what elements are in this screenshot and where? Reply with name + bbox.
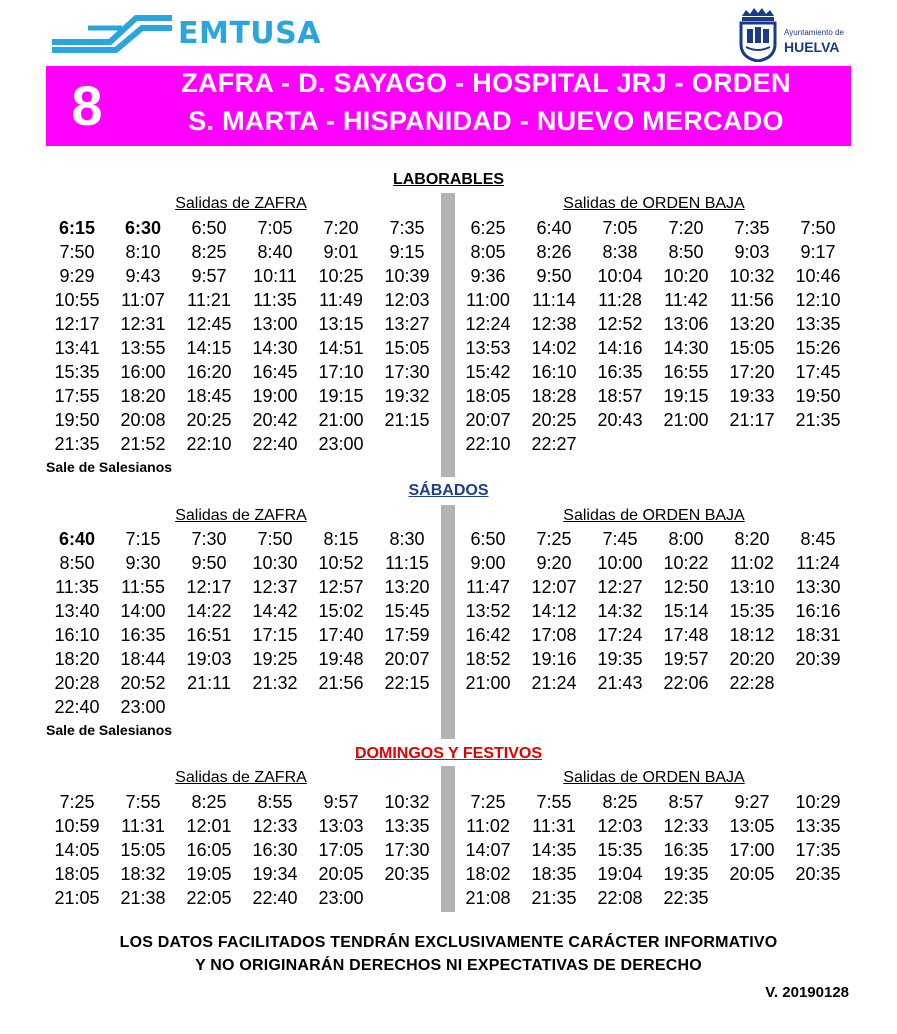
departure-time: 7:35 — [389, 218, 425, 238]
departure-time: 20:05 — [318, 864, 364, 884]
departure-time: 22:10 — [186, 434, 232, 454]
departure-time: 13:20 — [384, 577, 430, 597]
departure-time: 7:55 — [125, 792, 161, 812]
departure-time: 19:05 — [186, 864, 232, 884]
departure-time: 11:42 — [664, 290, 708, 310]
departure-time: 9:36 — [470, 266, 506, 286]
departure-time: 21:35 — [795, 410, 841, 430]
departure-time: 22:27 — [531, 434, 577, 454]
departure-time: 21:35 — [54, 434, 100, 454]
departure-time: 7:20 — [668, 218, 704, 238]
departure-time: 6:15 — [58, 218, 96, 238]
departure-time: 20:43 — [597, 410, 643, 430]
departure-time: 17:10 — [318, 362, 364, 382]
departure-time: 17:05 — [318, 840, 364, 860]
departure-time: 18:20 — [120, 386, 166, 406]
departure-time: 21:56 — [318, 673, 364, 693]
disclaimer-line-2: Y NO ORIGINARÁN DERECHOS NI EXPECTATIVAS DE DERECHO — [195, 957, 702, 974]
departure-time: 14:12 — [531, 601, 577, 621]
departure-time: 21:15 — [384, 410, 430, 430]
departure-time: 12:38 — [531, 314, 577, 334]
departure-time: 17:55 — [54, 386, 100, 406]
sabados-divider — [441, 505, 455, 739]
departure-time: 21:08 — [465, 888, 511, 908]
departure-time: 19:16 — [531, 649, 577, 669]
departure-time: 8:55 — [257, 792, 293, 812]
departure-time: 16:42 — [465, 625, 511, 645]
departure-time: 18:05 — [465, 386, 511, 406]
departure-time: 6:50 — [470, 529, 506, 549]
departure-time: 20:28 — [54, 673, 100, 693]
departure-time: 19:50 — [795, 386, 841, 406]
departure-time: 14:51 — [318, 338, 364, 358]
departure-time: 16:00 — [120, 362, 166, 382]
departure-time: 19:33 — [729, 386, 775, 406]
departure-time: 12:17 — [54, 314, 100, 334]
departure-time: 21:11 — [187, 673, 231, 693]
departure-time: 20:35 — [384, 864, 430, 884]
departure-time: 7:45 — [602, 529, 638, 549]
sabados-note: Sale de Salesianos — [46, 722, 173, 738]
departure-time: 10:29 — [795, 792, 841, 812]
departure-time: 15:45 — [384, 601, 430, 621]
departure-time: 9:57 — [323, 792, 359, 812]
departure-time: 11:00 — [466, 290, 510, 310]
departure-time: 10:04 — [597, 266, 643, 286]
huelva-label: HUELVA — [784, 39, 840, 55]
departure-time: 15:05 — [384, 338, 430, 358]
departure-time: 22:08 — [597, 888, 643, 908]
departure-time: 9:01 — [323, 242, 359, 262]
departure-time: 10:55 — [54, 290, 100, 310]
route-banner — [46, 66, 851, 146]
departure-time: 8:50 — [668, 242, 704, 262]
departure-time: 21:00 — [465, 673, 511, 693]
departure-time: 20:05 — [729, 864, 775, 884]
emtusa-brand-text: EMTUSA — [178, 16, 321, 51]
departure-time: 13:30 — [795, 577, 841, 597]
departure-time: 22:35 — [663, 888, 709, 908]
departure-time: 13:20 — [729, 314, 775, 334]
departure-time: 7:25 — [59, 792, 95, 812]
sabados-orden-times — [455, 527, 851, 695]
huelva-logo — [736, 6, 856, 62]
departure-time: 8:25 — [191, 792, 227, 812]
departure-time: 16:16 — [795, 601, 841, 621]
departure-time: 11:21 — [187, 290, 231, 310]
departure-time: 9:27 — [734, 792, 770, 812]
departure-time: 7:15 — [125, 529, 161, 549]
departure-time: 15:35 — [54, 362, 100, 382]
departure-time: 12:37 — [252, 577, 298, 597]
departure-time: 8:15 — [323, 529, 359, 549]
laborables-orden-times — [455, 216, 851, 456]
sabados-zafra-times — [44, 527, 440, 719]
laborables-note: Sale de Salesianos — [46, 459, 173, 475]
departure-time: 16:51 — [186, 625, 232, 645]
departure-time: 14:05 — [54, 840, 100, 860]
departure-time: 20:39 — [795, 649, 841, 669]
departure-time: 11:07 — [121, 290, 165, 310]
departure-time: 14:42 — [252, 601, 298, 621]
departure-time: 10:46 — [795, 266, 841, 286]
departure-time: 22:15 — [384, 673, 430, 693]
departure-time: 8:30 — [389, 529, 425, 549]
departure-time: 7:50 — [257, 529, 293, 549]
departure-time: 19:15 — [318, 386, 364, 406]
departure-time: 18:31 — [795, 625, 841, 645]
departure-time: 10:59 — [54, 816, 100, 836]
section-title-sabados: SÁBADOS — [408, 482, 489, 499]
departure-time: 16:45 — [252, 362, 298, 382]
departure-time: 17:15 — [252, 625, 298, 645]
departure-time: 7:05 — [602, 218, 638, 238]
departure-time: 8:26 — [536, 242, 572, 262]
departure-time: 18:32 — [120, 864, 166, 884]
departure-time: 19:32 — [384, 386, 430, 406]
departure-time: 15:35 — [597, 840, 643, 860]
departure-time: 9:50 — [536, 266, 572, 286]
departure-time: 13:06 — [663, 314, 709, 334]
departure-time: 19:04 — [597, 864, 643, 884]
departure-time: 21:32 — [252, 673, 298, 693]
emtusa-logo — [50, 12, 370, 56]
departure-time: 22:40 — [252, 888, 298, 908]
departure-time: 18:44 — [120, 649, 166, 669]
departure-time: 22:06 — [663, 673, 709, 693]
departure-time: 21:35 — [531, 888, 577, 908]
departure-time: 16:05 — [186, 840, 232, 860]
departure-time: 20:52 — [120, 673, 166, 693]
departure-time: 12:33 — [663, 816, 709, 836]
departure-time: 11:35 — [55, 577, 99, 597]
departure-time: 15:05 — [729, 338, 775, 358]
departure-time: 20:35 — [795, 864, 841, 884]
route-stops-line-2: S. MARTA - HISPANIDAD - NUEVO MERCADO — [188, 106, 784, 136]
departure-time: 23:00 — [120, 697, 166, 717]
departure-time: 11:14 — [532, 290, 576, 310]
departure-time: 9:57 — [191, 266, 227, 286]
departure-time: 20:20 — [729, 649, 775, 669]
departure-time: 14:22 — [186, 601, 232, 621]
huelva-coat-of-arms-icon — [736, 6, 780, 62]
departure-time: 8:10 — [125, 242, 161, 262]
departure-time: 20:07 — [384, 649, 430, 669]
departure-time: 14:02 — [531, 338, 577, 358]
departure-time: 12:03 — [384, 290, 430, 310]
departure-time: 13:53 — [465, 338, 511, 358]
departure-time: 7:05 — [257, 218, 293, 238]
departure-time: 18:35 — [531, 864, 577, 884]
departure-time: 18:28 — [531, 386, 577, 406]
departure-time: 7:55 — [536, 792, 572, 812]
departure-time: 21:38 — [120, 888, 166, 908]
departure-time: 9:00 — [470, 553, 506, 573]
departure-time: 21:17 — [729, 410, 775, 430]
departure-time: 12:50 — [663, 577, 709, 597]
departure-time: 17:45 — [795, 362, 841, 382]
departure-time: 19:48 — [318, 649, 364, 669]
departure-time: 22:10 — [465, 434, 511, 454]
departure-time: 19:35 — [597, 649, 643, 669]
departure-time: 12:10 — [795, 290, 841, 310]
departure-time: 12:01 — [186, 816, 232, 836]
departure-time: 16:10 — [54, 625, 100, 645]
departure-time: 18:12 — [729, 625, 775, 645]
departure-time: 16:10 — [531, 362, 577, 382]
departure-time: 20:08 — [120, 410, 166, 430]
departure-time: 14:30 — [663, 338, 709, 358]
departure-time: 16:30 — [252, 840, 298, 860]
departure-time: 19:34 — [252, 864, 298, 884]
departure-time: 13:40 — [54, 601, 100, 621]
departure-time: 13:10 — [729, 577, 775, 597]
departure-time: 10:52 — [318, 553, 364, 573]
departure-time: 17:48 — [663, 625, 709, 645]
departure-time: 12:17 — [186, 577, 232, 597]
disclaimer-line-1: LOS DATOS FACILITADOS TENDRÁN EXCLUSIVAMENTE CARÁCTER INFORMATIVO — [119, 934, 778, 951]
departure-time: 17:30 — [384, 362, 430, 382]
departure-time: 18:45 — [186, 386, 232, 406]
departure-time: 14:00 — [120, 601, 166, 621]
line-number: 8 — [71, 74, 103, 137]
departure-time: 6:50 — [191, 218, 227, 238]
departure-time: 10:00 — [597, 553, 643, 573]
departure-time: 12:33 — [252, 816, 298, 836]
departure-time: 9:20 — [536, 553, 572, 573]
departure-time: 11:15 — [385, 553, 429, 573]
departure-time: 23:00 — [318, 434, 364, 454]
departure-time: 9:17 — [800, 242, 836, 262]
departure-time: 17:20 — [729, 362, 775, 382]
departure-time: 13:00 — [252, 314, 298, 334]
departure-time: 13:35 — [384, 816, 430, 836]
departure-time: 10:32 — [384, 792, 430, 812]
departure-time: 19:35 — [663, 864, 709, 884]
departure-time: 21:52 — [120, 434, 166, 454]
departure-time: 7:50 — [59, 242, 95, 262]
departure-time: 22:05 — [186, 888, 232, 908]
departure-time: 9:03 — [734, 242, 770, 262]
departure-time: 19:03 — [186, 649, 232, 669]
section-title-laborables: LABORABLES — [392, 171, 505, 188]
departure-time: 20:07 — [465, 410, 511, 430]
departure-time: 10:22 — [663, 553, 709, 573]
departure-time: 17:08 — [531, 625, 577, 645]
departure-time: 19:57 — [663, 649, 709, 669]
departure-time: 8:50 — [59, 553, 95, 573]
departure-time: 12:52 — [597, 314, 643, 334]
laborables-zafra-times — [44, 216, 440, 456]
departure-time: 14:16 — [597, 338, 643, 358]
departure-time: 8:57 — [668, 792, 704, 812]
departure-time: 20:25 — [531, 410, 577, 430]
departure-time: 12:07 — [531, 577, 577, 597]
departure-time: 18:52 — [465, 649, 511, 669]
departure-time: 15:35 — [729, 601, 775, 621]
departure-time: 11:28 — [598, 290, 642, 310]
departure-time: 18:20 — [54, 649, 100, 669]
departure-time: 12:03 — [597, 816, 643, 836]
laborables-divider — [441, 193, 455, 477]
laborables-zafra-label: Salidas de ZAFRA — [175, 195, 307, 212]
departure-time: 21:00 — [663, 410, 709, 430]
departure-time: 17:24 — [597, 625, 643, 645]
departure-time: 8:38 — [602, 242, 638, 262]
departure-time: 6:25 — [470, 218, 506, 238]
departure-time: 16:20 — [186, 362, 232, 382]
departure-time: 6:40 — [58, 529, 96, 549]
domingos-zafra-label: Salidas de ZAFRA — [175, 769, 307, 786]
departure-time: 12:57 — [318, 577, 364, 597]
departure-time: 21:43 — [597, 673, 643, 693]
departure-time: 19:25 — [252, 649, 298, 669]
departure-time: 8:20 — [734, 529, 770, 549]
section-title-domingos: DOMINGOS Y FESTIVOS — [355, 745, 542, 762]
departure-time: 14:07 — [465, 840, 511, 860]
departure-time: 9:15 — [389, 242, 425, 262]
emtusa-swoosh-icon — [50, 12, 175, 56]
departure-time: 8:25 — [602, 792, 638, 812]
departure-time: 11:55 — [121, 577, 165, 597]
departure-time: 6:30 — [124, 218, 162, 238]
departure-time: 11:47 — [466, 577, 510, 597]
departure-time: 15:05 — [120, 840, 166, 860]
departure-time: 13:35 — [795, 816, 841, 836]
departure-time: 7:30 — [191, 529, 227, 549]
departure-time: 11:35 — [253, 290, 297, 310]
departure-time: 13:27 — [384, 314, 430, 334]
departure-time: 9:30 — [125, 553, 161, 573]
departure-time: 9:29 — [59, 266, 95, 286]
departure-time: 11:24 — [796, 553, 840, 573]
departure-time: 11:56 — [730, 290, 774, 310]
departure-time: 8:45 — [800, 529, 836, 549]
departure-time: 8:40 — [257, 242, 293, 262]
domingos-orden-times — [455, 790, 851, 910]
sabados-orden-label: Salidas de ORDEN BAJA — [563, 507, 745, 524]
departure-time: 12:45 — [186, 314, 232, 334]
route-stops-line-1: ZAFRA - D. SAYAGO - HOSPITAL JRJ - ORDEN — [181, 68, 791, 98]
departure-time: 8:00 — [668, 529, 704, 549]
departure-time: 10:11 — [253, 266, 297, 286]
departure-time: 7:35 — [734, 218, 770, 238]
departure-time: 13:05 — [729, 816, 775, 836]
departure-time: 17:00 — [729, 840, 775, 860]
departure-time: 13:03 — [318, 816, 364, 836]
departure-time: 10:25 — [318, 266, 364, 286]
ayuntamiento-label: Ayuntamiento de — [784, 28, 844, 37]
departure-time: 16:35 — [120, 625, 166, 645]
departure-time: 15:42 — [465, 362, 511, 382]
departure-time: 21:05 — [54, 888, 100, 908]
departure-time: 17:59 — [384, 625, 430, 645]
departure-time: 14:35 — [531, 840, 577, 860]
departure-time: 13:15 — [318, 314, 364, 334]
departure-time: 17:30 — [384, 840, 430, 860]
departure-time: 14:30 — [252, 338, 298, 358]
departure-time: 9:43 — [125, 266, 161, 286]
departure-time: 14:15 — [186, 338, 232, 358]
departure-time: 10:30 — [252, 553, 298, 573]
departure-time: 22:40 — [54, 697, 100, 717]
departure-time: 18:57 — [597, 386, 643, 406]
departure-time: 11:31 — [121, 816, 165, 836]
departure-time: 11:31 — [532, 816, 576, 836]
departure-time: 17:40 — [318, 625, 364, 645]
departure-time: 17:35 — [795, 840, 841, 860]
departure-time: 8:05 — [470, 242, 506, 262]
departure-time: 11:02 — [730, 553, 774, 573]
departure-time: 13:52 — [465, 601, 511, 621]
departure-time: 21:24 — [531, 673, 577, 693]
departure-time: 10:39 — [384, 266, 430, 286]
departure-time: 9:50 — [191, 553, 227, 573]
domingos-divider — [441, 766, 455, 912]
departure-time: 21:00 — [318, 410, 364, 430]
departure-time: 18:02 — [465, 864, 511, 884]
departure-time: 14:32 — [597, 601, 643, 621]
sabados-zafra-label: Salidas de ZAFRA — [175, 507, 307, 524]
domingos-orden-label: Salidas de ORDEN BAJA — [563, 769, 745, 786]
departure-time: 15:14 — [663, 601, 709, 621]
departure-time: 11:02 — [466, 816, 510, 836]
departure-time: 8:25 — [191, 242, 227, 262]
departure-time: 13:41 — [54, 338, 100, 358]
departure-time: 19:15 — [663, 386, 709, 406]
departure-time: 22:28 — [729, 673, 775, 693]
departure-time: 15:26 — [795, 338, 841, 358]
departure-time: 18:05 — [54, 864, 100, 884]
departure-time: 16:55 — [663, 362, 709, 382]
departure-time: 15:02 — [318, 601, 364, 621]
departure-time: 20:42 — [252, 410, 298, 430]
departure-time: 7:25 — [470, 792, 506, 812]
departure-time: 10:32 — [729, 266, 775, 286]
departure-time: 6:40 — [536, 218, 572, 238]
version-label: V. 20190128 — [765, 984, 849, 1001]
departure-time: 7:25 — [536, 529, 572, 549]
departure-time: 16:35 — [663, 840, 709, 860]
departure-time: 11:49 — [319, 290, 363, 310]
departure-time: 19:50 — [54, 410, 100, 430]
departure-time: 12:31 — [120, 314, 166, 334]
departure-time: 23:00 — [318, 888, 364, 908]
departure-time: 16:35 — [597, 362, 643, 382]
departure-time: 22:40 — [252, 434, 298, 454]
departure-time: 20:25 — [186, 410, 232, 430]
departure-time: 12:27 — [597, 577, 643, 597]
departure-time: 10:20 — [663, 266, 709, 286]
departure-time: 19:00 — [252, 386, 298, 406]
departure-time: 7:50 — [800, 218, 836, 238]
departure-time: 13:55 — [120, 338, 166, 358]
departure-time: 12:24 — [465, 314, 511, 334]
domingos-zafra-times — [44, 790, 440, 910]
departure-time: 13:35 — [795, 314, 841, 334]
departure-time: 7:20 — [323, 218, 359, 238]
laborables-orden-label: Salidas de ORDEN BAJA — [563, 195, 745, 212]
